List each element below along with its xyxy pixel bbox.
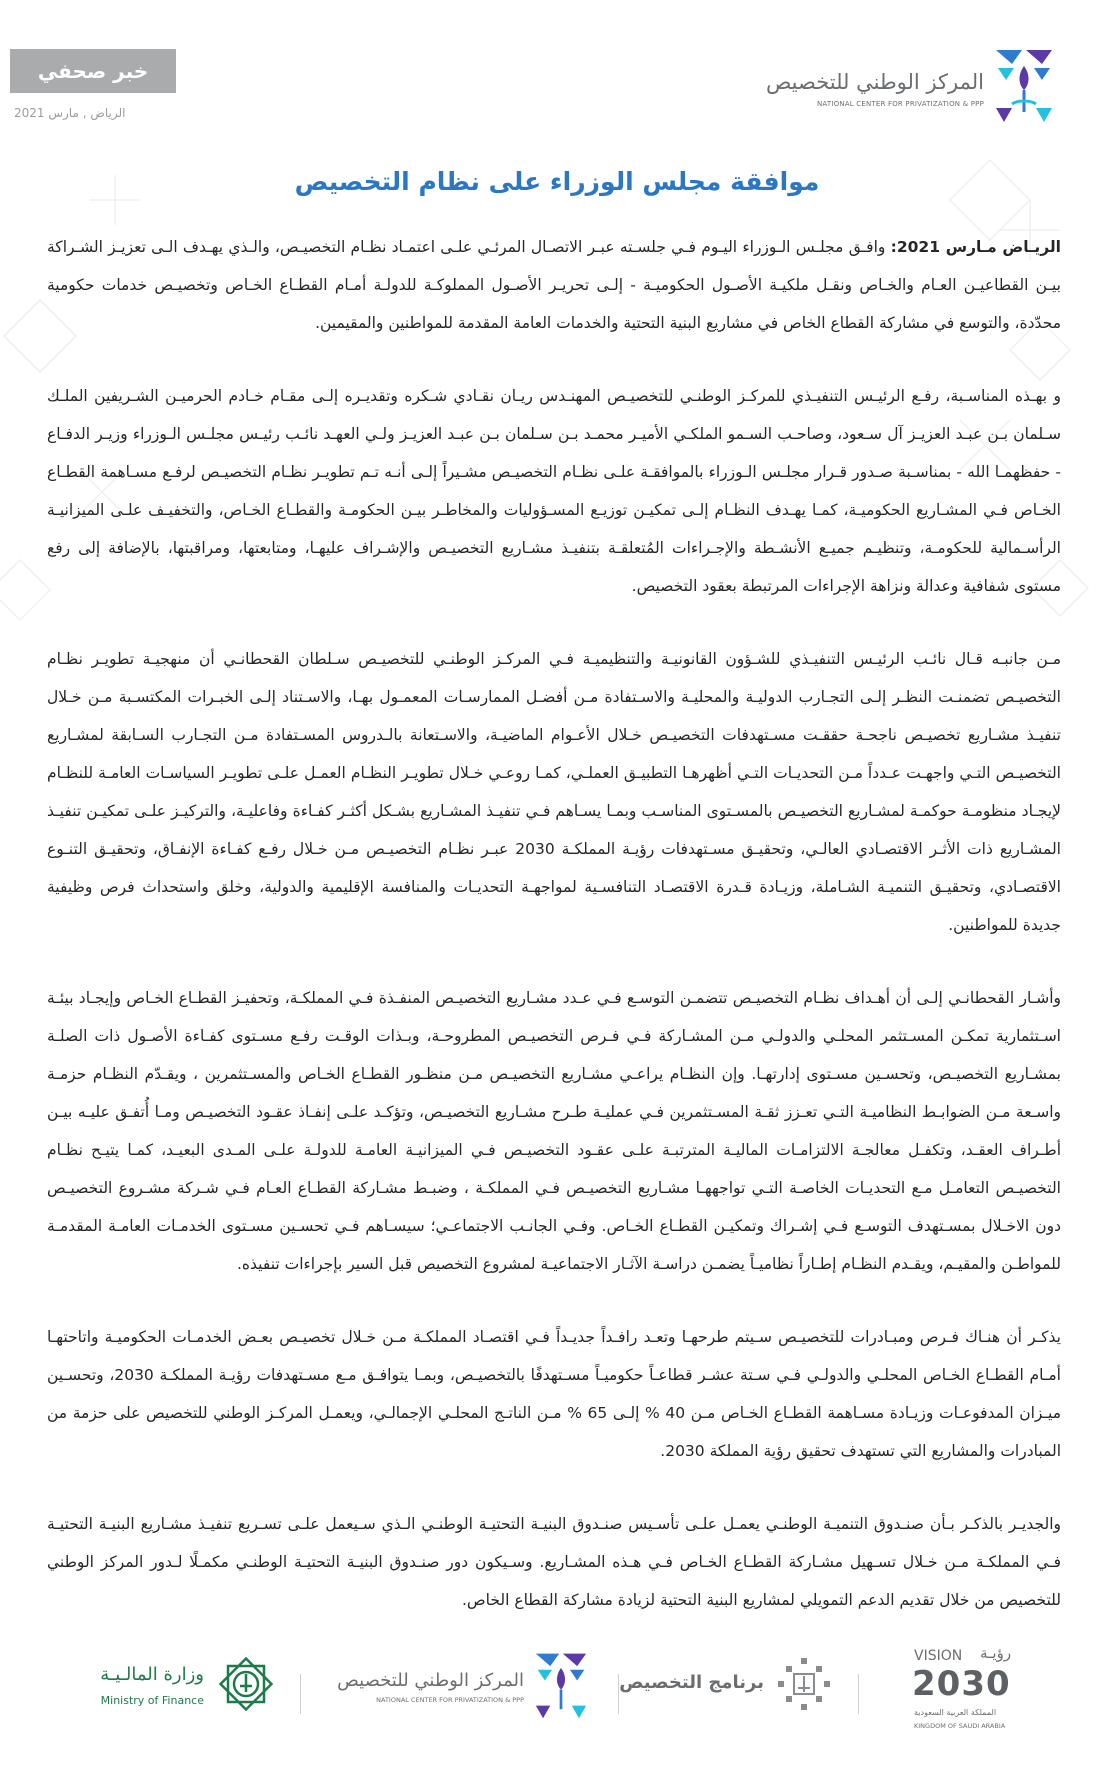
footer-logos xyxy=(0,1640,1114,1740)
ncp-logo-name-ar: المركز الوطني للتخصيص xyxy=(765,70,984,94)
finance-logo xyxy=(88,1640,278,1740)
article-body xyxy=(47,228,1061,1618)
vision-en: VISION xyxy=(914,1648,963,1664)
vision-kingdom-ar: المملكة العربية السعودية xyxy=(914,1708,997,1717)
ncp-logo xyxy=(765,44,1056,128)
article-paragraph-3: مـن جانبـه قـال نائـب الرئيـس التنفيـذي للشـؤون القانونيـة والتنظيميـة فـي المركـز الوطنـي للتخصيـص سـلطان القحطانـي أن منهجيـة تطويـر نظـام التخصيـص تضمنـت النظـر إلـى التجـارب الدوليـة والمحليـة والاسـتفادة مـن أفضـل الممارسـات المعمـول بهـا، والاسـتناد إلـى الخبـرات المكتسـبة مـن خـلال تنفيـذ مشـاريع تخصيـص ناجحـة حققـت مسـتهدفات التخصيـص خـلال الأعـوام الماضيـة، والاسـتعانة بالـدروس المسـتفادة مـن التجـارب السـابقة لمشـاريع التخصيـص التـي واجهـت عـدداً مـن التحديـات التـي أظهرهـا التطبيـق العملـي، كمـا روعـي خـلال تطويـر النظـام العمـل علـى تطويـر السياسـات العامـة للنظـام لإيجـاد منظومـة حوكمـة لمشـاريع التخصيـص بالمسـتوى المناسـب وبمـا يسـاهم فـي تنفيـذ المشـاريع بشـكل أكثـر كفـاءة وفاعليـة، والتركيـز علـى تمكيـن تنفيـذ المشـاريع ذات الأثـر الاقتصـادي العالـي، وتحقيـق مسـتهدفات رؤيـة المملكـة 2030 عبـر نظـام التخصيـص مـن خـلال رفـع كفـاءة الإنفـاق، وتحقيـق التنـوع الاقتصـادي، وتحقيـق التنميـة الشـاملة، وزيـادة قـدرة الاقتصـاد التنافسـية لمواجهـة التحديـات والمنافسة الإقليمية والدولية، وخلق واستحداث فرص وظيفية جديدة للمواطنين. xyxy=(47,650,1061,934)
program-name-ar: برنامج التخصيص xyxy=(619,1672,764,1693)
vision-year: 2030 xyxy=(912,1664,1011,1704)
paragraph-1-text: وافـق مجلـس الـوزراء اليـوم فـي جلسـته عبـر الاتصـال المرئـي علـى اعتمـاد نظـام التخصيـص، والـذي يهـدف الـى تعزيـز الشـراكة بيـن القطاعيـن العـام والخـاص ونقـل ملكيـة الأصـول الحكوميـة - إلـى تحريـر الأصـول المملوكـة للدولـة أمـام القطـاع الخـاص وتخصيـص خدمات حكومية محدّدة، والتوسع في مشاركة القطاع الخاص في مشاريع البنية التحتية والخدمات العامة المقدمة للمواطنين والمقيمين. xyxy=(47,238,1061,332)
program-logo xyxy=(619,1640,840,1740)
finance-emblem-icon xyxy=(214,1652,278,1716)
ncp-logo-mark-icon xyxy=(992,46,1056,124)
article-paragraph-2: و بهـذه المناسـبة، رفـع الرئيـس التنفيـذي للمركـز الوطنـي للتخصيـص المهنـدس ريـان نقـادي شـكره وتقديـره إلـى مقـام خـادم الحرميـن الشـريفين الملـك سـلمان بـن عبـد العزيـز آل سـعود، وصاحـب السـمو الملكـي الأميـر محمـد بـن سـلمان بـن عبـد العزيـز ولـي العهـد نائـب رئيـس مجلـس الـوزراء وزيـر الدفـاع - حفظهمـا الله - بمناسـبة صـدور قـرار مجلـس الـوزراء بالموافقـة علـى نظـام التخصيـص مشـيراً إلـى أنـه تـم تطويـر نظـام التخصيـص لرفـع مسـاهمة القطـاع الخـاص فـي المشـاريع الحكوميـة، كمـا يهـدف النظـام إلـى تمكيـن توزيـع المسـؤوليات والمخاطـر بيـن الحكومـة والقطـاع الخـاص، والتخفيـف علـى الميزانيـة الرأسـمالية للحكومـة، وتنظيـم جميـع الأنشـطة والإجـراءات المُتعلقـة بتنفيـذ مشـاريع التخصيـص والإشـراف عليهـا، ومتابعتها، ومراقبتها، بالإضافة إلى رفع مستوى شفافية وعدالة ونزاهة الإجراءات المرتبطة بعقود التخصيص. xyxy=(47,387,1061,595)
ncp-logo-name-en: NATIONAL CENTER FOR PRIVATIZATION & PPP xyxy=(816,100,984,108)
article-paragraph-6: والجديـر بالذكـر بـأن صنـدوق التنميـة الوطنـي يعمـل علـى تأسـيس صنـدوق البنيـة التحتيـة الوطنـي الـذي سـيعمل علـى تسـريع تنفيـذ مشـاريع البنيـة التحتيـة فـي المملكـة مـن خـلال تسـهيل مشـاركة القطـاع الخـاص فـي هـذه المشـاريع. وسـيكون دور صنـدوق البنيـة التحتيـة الوطنـي مكمـلًا لـدور المركز الوطني للتخصيص من خلال تقديم الدعم التمويلي لمشاريع البنية التحتية لزيادة مشاركة القطاع الخاص. xyxy=(47,1515,1061,1609)
dateline: الريـاض مـارس 2021: xyxy=(890,238,1061,256)
page-title: موافقة مجلس الوزراء على نظام التخصيص xyxy=(294,167,820,196)
footer-ncp-logo xyxy=(330,1640,600,1740)
article-paragraph-1 xyxy=(47,228,1061,342)
finance-name-ar: وزارة المالـيـة xyxy=(100,1664,204,1685)
article-paragraph-4: وأشـار القحطانـي إلـى أن أهـداف نظـام التخصيـص تتضمـن التوسـع فـي عـدد مشـاريع التخصيـص المنفـذة فـي المملكـة، وتحفيـز القطـاع الخـاص وإيجـاد بيئـة اسـتثمارية تمكـن المسـتثمر المحلـي والدولـي مـن المشـاركة فـي فـرص التخصيـص المطروحـة، وبـذات الوقـت رفـع مسـتوى كفـاءة الأصـول ذات الصلـة بمشـاريع التخصيـص، وتحسـين مسـتوى إدارتهـا. وإن النظـام يراعـي مشـاريع التخصيـص مـن منظـور القطـاع الخـاص والمسـتثمرين ، ويقـدّم النظـام حزمـة واسـعة مـن الضوابـط النظاميـة التـي تعـزز ثقـة المسـتثمرين فـي عمليـة طـرح مشـاريع التخصيـص، وتؤكـد علـى إنفـاذ عقـود التخصيـص ومـا أُتفـق عليـه بيـن أطـراف العقـد، وتكفـل معالجـة الالتزامـات الماليـة المترتبـة علـى عقـود التخصيـص فـي الميزانيـة العامـة للدولـة علـى المـدى البعيـد، كمـا يتيـح نظـام التخصيـص التعامـل مـع التحديـات الخاصـة التـي تواجههـا مشـاريع التخصيـص فـي المملكـة ، وضبـط مشـاركة القطـاع العـام فـي شـركة مشـروع التخصيـص دون الاخـلال بمسـتهدف التوسـع فـي إشـراك وتمكيـن القطـاع الخـاص. وفـي الجانـب الاجتماعـي؛ سيسـاهم فـي تحسـين مسـتوى الخدمـات العامـة المقدمـة للمواطـن والمقيـم، ويقـدم النظـام إطـاراً نظاميـاً يضمـن دراسـة الآثـار الاجتماعيـة لمشروع التخصيص قبل السير بإجراءات تنفيذه. xyxy=(47,989,1061,1273)
press-release-badge: خبر صحفي xyxy=(10,49,176,93)
program-emblem-icon xyxy=(774,1654,834,1714)
header-date: الرياض , مارس 2021 xyxy=(14,106,126,120)
footer-divider xyxy=(858,1674,859,1714)
vision-ar: رؤيـة xyxy=(980,1644,1012,1662)
vision-kingdom-en: KINGDOM OF SAUDI ARABIA xyxy=(914,1722,1006,1730)
footer-ncp-name-en: NATIONAL CENTER FOR PRIVATIZATION & PPP xyxy=(376,1696,524,1704)
article-paragraph-5: يذكـر أن هنـاك فـرص ومبـادرات للتخصيـص سـيتم طرحهـا وتعـد رافـداً جديـداً فـي اقتصـاد المملكـة مـن خـلال تخصيـص بعـض الخدمـات الحكوميـة واتاحتهـا أمـام القطـاع الخـاص المحلـي والدولـي فـي سـتة عشـر قطاعـاً حكوميـاً مسـتهدفًا بالتخصيـص، وبمـا يتوافـق مـع مسـتهدفات رؤيـة المملكـة 2030، وتحسـين ميـزان المدفوعـات وزيـادة مسـاهمة القطـاع الخـاص مـن 40 % إلـى 65 % مـن الناتـج المحلـي الإجمالـي، ويعمـل المركـز الوطني للتخصيص على حزمة من المبادرات والمشاريع التي تستهدف تحقيق رؤية المملكة 2030. xyxy=(47,1328,1062,1460)
finance-name-en: Ministry of Finance xyxy=(100,1694,204,1707)
footer-ncp-name-ar: المركز الوطني للتخصيص xyxy=(337,1670,524,1691)
footer-divider xyxy=(300,1674,301,1714)
vision-2030-logo xyxy=(900,1640,1050,1740)
footer-ncp-mark-icon xyxy=(532,1650,590,1720)
